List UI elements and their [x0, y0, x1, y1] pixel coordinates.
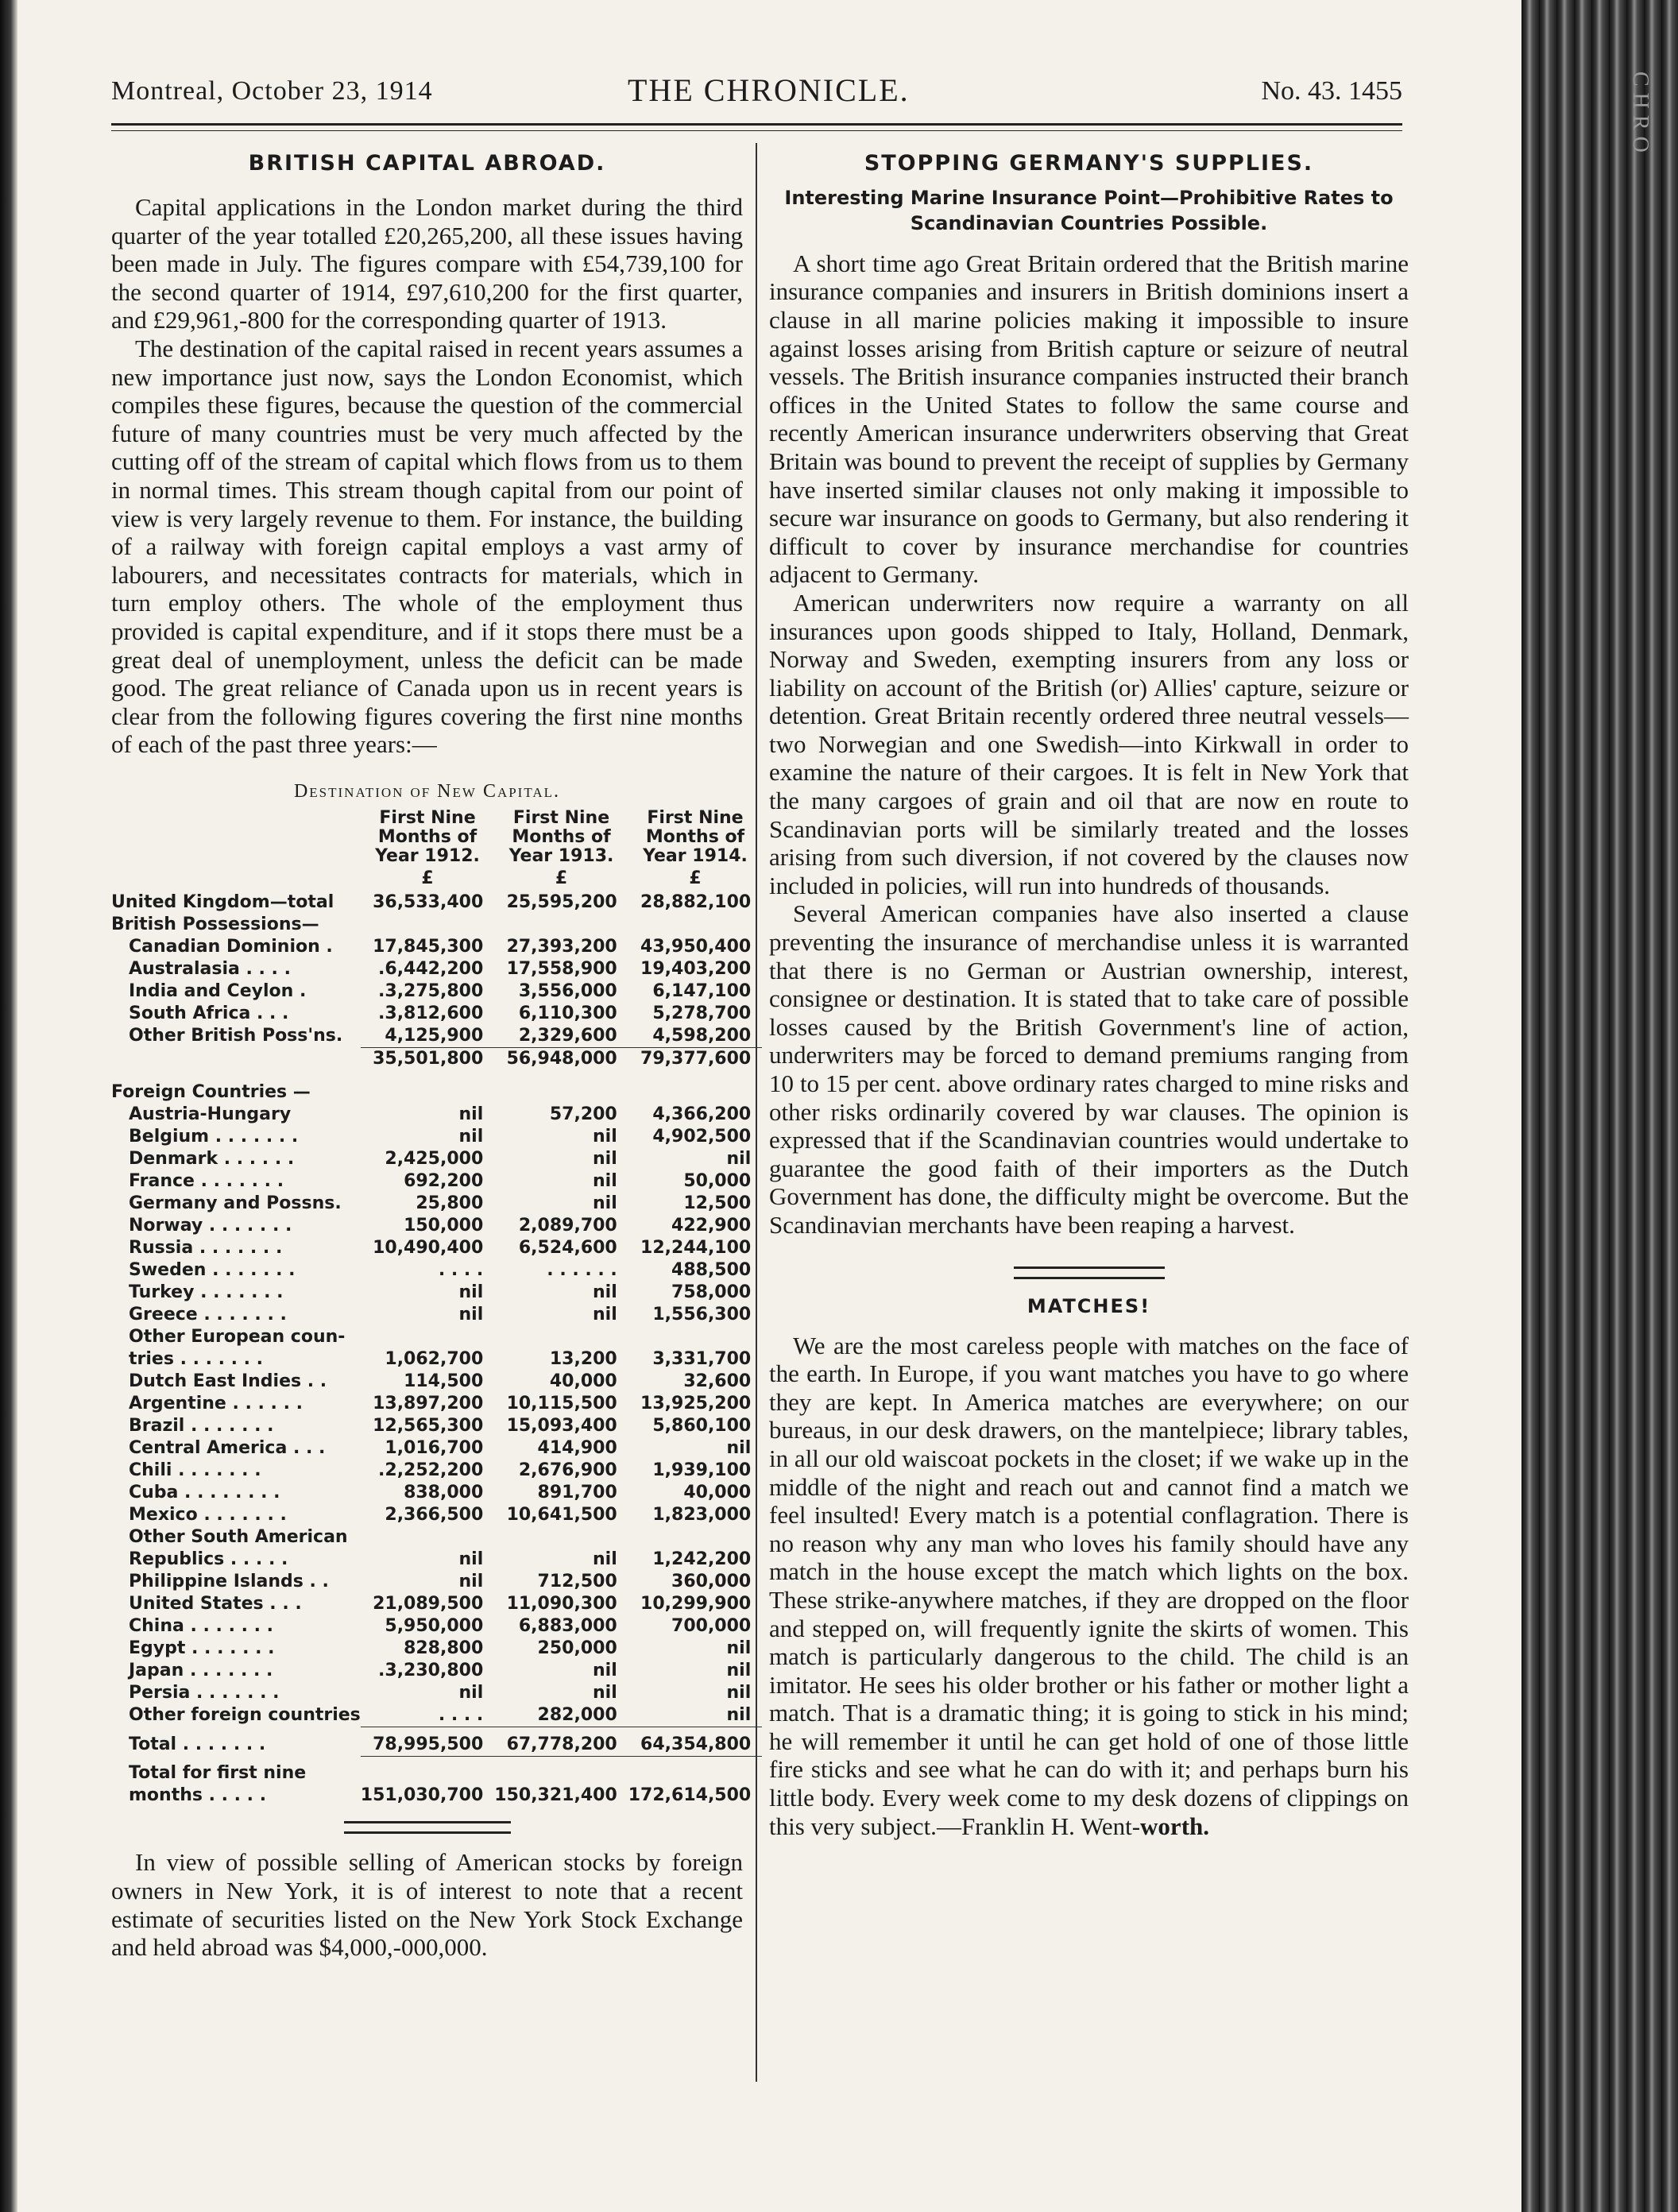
british-capital-headline: BRITISH CAPITAL ABROAD.: [248, 151, 606, 176]
matches-headline: MATCHES!: [1027, 1294, 1151, 1317]
row-value: 78,995,500: [361, 1727, 494, 1756]
row-value: 360,000: [671, 1571, 752, 1591]
row-value: nil: [726, 1704, 752, 1725]
row-value: [494, 1756, 628, 1785]
row-value: 25,800: [416, 1193, 484, 1213]
row-value: 27,393,200: [506, 936, 617, 957]
row-value: 172,614,500: [628, 1785, 752, 1806]
row-value: nil: [593, 1148, 617, 1169]
row-label: India and Ceylon .: [129, 980, 307, 1001]
table-row-british-total: [111, 1047, 762, 1070]
row-value: [361, 914, 494, 936]
row-value: .3,812,600: [378, 1003, 484, 1023]
row-value: 4,598,200: [652, 1025, 752, 1046]
row-label: Other South American: [129, 1526, 348, 1547]
table-row: [111, 1593, 762, 1615]
spine-lettering: CHRO: [1628, 72, 1653, 159]
row-value: nil: [726, 1148, 752, 1169]
row-value: 5,860,100: [652, 1415, 752, 1436]
row-value: nil: [593, 1304, 617, 1324]
row-value: nil: [593, 1682, 617, 1703]
table-currency-1912: £: [421, 868, 434, 888]
table-row: [111, 1682, 762, 1704]
header-place-date: Montreal, October 23, 1914: [111, 76, 433, 106]
table-currency-1913: £: [555, 868, 568, 888]
row-value: [361, 1756, 494, 1785]
row-label: Belgium . . . . . . .: [129, 1126, 299, 1147]
row-label: Australasia . . . .: [129, 958, 291, 979]
row-label: Cuba . . . . . . . .: [129, 1482, 280, 1502]
row-label: Brazil . . . . . . .: [129, 1415, 274, 1436]
row-value: 2,089,700: [518, 1215, 617, 1236]
row-value: [628, 1756, 762, 1785]
table-row: [111, 1638, 762, 1660]
row-value: 12,244,100: [640, 1237, 752, 1258]
capital-table: [111, 809, 762, 1808]
row-value: nil: [458, 1126, 484, 1147]
matches-text: We are the most careless people with matches on the face of the earth. In Europe, if you want matches you have to go where they are kept. In America matches are everywhere; on our bureaus, in our desk drawers, on the mantelpiece; library tables, in all our old waiscoat pockets in the closet; if we wake up in the middle of the night and reach out and cannot find a match we feel insulted! Every match is a potential conflagration. There is no reason why any man who loves his family should have any match in the house except the match which lights on the box. These strike-anywhere matches, if they are dropped on the floor and stepped on, will frequently ignite the skirts of women. This match is particularly dangerous to the child. The child is an imitator. He sees his older brother or his father or mother light a match. That is a dramatic thing; it is going to stick in his mind; he will remember it until he can get hold of one of those little fire sticks and see what he can do with it; and perhaps burn his little body. Every week come to my desk dozens of clippings on this very subject.: [769, 1331, 1409, 1840]
table-currency-blank: [111, 869, 361, 891]
row-value: 12,565,300: [373, 1415, 484, 1436]
row-label: Turkey . . . . . . .: [129, 1282, 284, 1302]
row-value: 2,329,600: [518, 1025, 617, 1046]
row-value: 282,000: [537, 1704, 617, 1725]
table-row: [111, 1104, 762, 1126]
row-value: 151,030,700: [360, 1785, 484, 1806]
row-value: 5,278,700: [652, 1003, 752, 1023]
table-row: [111, 1259, 762, 1282]
table-row: [111, 1237, 762, 1259]
row-value: 10,641,500: [506, 1504, 617, 1525]
row-value: 67,778,200: [494, 1727, 628, 1756]
row-value: 10,115,500: [506, 1393, 617, 1413]
row-label: Norway . . . . . . .: [129, 1215, 292, 1236]
table-currency-1914: £: [689, 868, 702, 888]
table-row: [111, 1304, 762, 1326]
row-value: 40,000: [683, 1482, 752, 1502]
table-row: [111, 958, 762, 980]
row-value: 10,490,400: [373, 1237, 484, 1258]
table-row: [111, 1615, 762, 1638]
matches-signature-end: worth.: [1140, 1812, 1210, 1840]
row-label: Other European coun-: [129, 1326, 346, 1347]
row-label: United States . . .: [129, 1593, 302, 1614]
row-value: 3,556,000: [518, 980, 617, 1001]
row-value: 891,700: [537, 1482, 617, 1502]
table-spacer: [111, 1070, 762, 1081]
row-value: [628, 1081, 762, 1104]
table-row-grand-total-label: [111, 1756, 762, 1785]
table-row: [111, 1504, 762, 1526]
row-value: 32,600: [683, 1371, 752, 1391]
row-value: 414,900: [537, 1437, 617, 1458]
table-row-uk: [111, 891, 762, 914]
row-value: 56,948,000: [494, 1047, 628, 1070]
row-label: Total for first nine: [129, 1763, 307, 1784]
row-value: 2,366,500: [385, 1504, 484, 1525]
row-label: Denmark . . . . . .: [129, 1148, 295, 1169]
table-row: [111, 1571, 762, 1593]
table-group-heading: [111, 1081, 762, 1104]
row-value: 64,354,800: [628, 1727, 762, 1756]
row-value: 4,125,900: [385, 1025, 484, 1046]
row-value: nil: [458, 1571, 484, 1591]
row-label: Foreign Countries —: [111, 1081, 311, 1102]
row-value: nil: [593, 1126, 617, 1147]
row-value: 4,902,500: [652, 1126, 752, 1147]
row-value: [628, 1526, 762, 1549]
row-value: 40,000: [549, 1371, 617, 1391]
row-value: 13,200: [549, 1348, 617, 1369]
british-capital-paragraph-2: The destination of the capital raised in recent years assumes a new importance just now, says the London Economist, which compiles these figures, because the question of the commercial future of many countries must be very much affected by the cutting off of the stream of capital which flows from us to them in normal times. This stream though capital from our point of view is very largely revenue to them. For instance, the building of a railway with foreign capital employs a vast army of labourers, and necessitates contracts for materials, which in turn employ others. The whole of the employment thus provided is capital expenditure, and if it stops there must be a great deal of unemployment, unless the deficit can be made good. The great reliance of Canada upon us in recent years is clear from the following figures covering the first nine months of each of the past three years:—: [111, 334, 743, 759]
row-value: .3,230,800: [378, 1660, 484, 1680]
row-label: tries . . . . . . .: [129, 1348, 264, 1369]
row-value: 838,000: [404, 1482, 484, 1502]
row-value: 19,403,200: [640, 958, 752, 979]
row-value: [494, 914, 628, 936]
row-label: Persia . . . . . . .: [129, 1682, 280, 1703]
page-left-shadow: [0, 0, 17, 2212]
row-value: nil: [726, 1437, 752, 1458]
row-value: nil: [458, 1682, 484, 1703]
row-value: nil: [458, 1104, 484, 1124]
row-value: [494, 1081, 628, 1104]
row-value: [628, 914, 762, 936]
row-value: nil: [726, 1638, 752, 1658]
row-label: Chili . . . . . . .: [129, 1460, 261, 1480]
row-value: nil: [593, 1170, 617, 1191]
table-row: [111, 1126, 762, 1148]
row-value: . . . . . .: [547, 1259, 617, 1280]
row-label: Greece . . . . . . .: [129, 1304, 287, 1324]
table-header-1912: First Nine Months of Year 1912.: [375, 807, 480, 866]
book-spine: [1521, 0, 1678, 2212]
row-value: .3,275,800: [378, 980, 484, 1001]
row-value: . . . .: [438, 1259, 484, 1280]
row-value: . . . .: [438, 1704, 484, 1725]
closing-paragraph: In view of possible selling of American stocks by foreign owners in New York, it is of interest to note that a recent estimate of securities listed on the New York Stock Exchange and held abroad was $4,000,-000,000.: [111, 1848, 743, 1962]
row-value: 17,558,900: [506, 958, 617, 979]
row-value: 828,800: [404, 1638, 484, 1658]
table-row: [111, 1170, 762, 1193]
row-value: 150,000: [404, 1215, 484, 1236]
table-row: [111, 1348, 762, 1371]
matches-signature-lead: —Franklin H. Went-: [936, 1812, 1141, 1840]
germany-headline: STOPPING GERMANY'S SUPPLIES.: [864, 151, 1314, 176]
row-label: Republics . . . . .: [129, 1549, 288, 1569]
header-rule: [111, 123, 1402, 131]
table-row: [111, 1003, 762, 1025]
row-value: 43,950,400: [640, 936, 752, 957]
table-row: [111, 1371, 762, 1393]
row-value: 1,016,700: [385, 1437, 484, 1458]
table-row: [111, 1393, 762, 1415]
section-ornament: [344, 1821, 511, 1834]
row-label: Total . . . . . . .: [129, 1734, 266, 1754]
row-value: 1,242,200: [652, 1549, 752, 1569]
row-value: [494, 1526, 628, 1549]
table-body: [111, 891, 762, 1808]
row-label: Other foreign countries: [129, 1705, 361, 1726]
row-value: 2,425,000: [385, 1148, 484, 1169]
row-value: nil: [458, 1282, 484, 1302]
row-value: 79,377,600: [628, 1047, 762, 1070]
row-label: France . . . . . . .: [129, 1170, 284, 1191]
row-value: 28,882,100: [640, 891, 752, 912]
row-label: Egypt . . . . . . .: [129, 1638, 275, 1658]
germany-paragraph-1: A short time ago Great Britain ordered that the British marine insurance companies and insurers in British dominions insert a clause in all marine policies making it impossible to insure against losses arising from British capture or seizure of neutral vessels. The British insurance companies instructed their branch offices in the United States to follow the same course and recently American insurance underwriters observing that Great Britain was bound to prevent the receipt of supplies by Germany have inserted similar clauses not only making it impossible to secure war insurance on goods to Germany, but also rendering it difficult to cover by insurance merchandise for countries adjacent to Germany.: [769, 249, 1409, 589]
row-label: Japan . . . . . . .: [129, 1660, 273, 1680]
row-value: 1,823,000: [652, 1504, 752, 1525]
row-value: 13,925,200: [640, 1393, 752, 1413]
row-value: nil: [593, 1282, 617, 1302]
germany-paragraph-3: Several American companies have also inserted a clause preventing the insurance of merchandise unless it is warranted that there is no German or Austrian ownership, interest, consignee or destination. It is stated that to take care of possible losses caused by the British Government's line of action, underwriters may be forced to demand premiums ranging from 10 to 15 per cent. above ordinary rates charged to mine risks and other risks ordinarily covered by war clauses. The opinion is expressed that if the Scandinavian countries would undertake to guarantee the good faith of their importers as the Dutch Government has done, the difficulty might be overcome. But the Scandinavian merchants have been reaping a harvest.: [769, 899, 1409, 1239]
table-header-1913: First Nine Months of Year 1913.: [508, 807, 614, 866]
row-value: nil: [458, 1549, 484, 1569]
row-value: nil: [458, 1304, 484, 1324]
table-row: [111, 1460, 762, 1482]
row-value: 4,366,200: [652, 1104, 752, 1124]
british-capital-paragraph-1: Capital applications in the London market during the third quarter of the year totalled £20,265,200, all these issues having been made in July. The figures compare with £54,739,100 for the second quarter of 1914, £97,610,200 for the first quarter, and £29,961,-800 for the corresponding quarter of 1913.: [111, 193, 743, 335]
row-value: [628, 1326, 762, 1348]
row-label: Central America . . .: [129, 1437, 326, 1458]
right-column: [769, 151, 1409, 1840]
row-label: Mexico . . . . . . .: [129, 1504, 287, 1525]
row-value: 35,501,800: [361, 1047, 494, 1070]
table-row: [111, 1415, 762, 1437]
row-value: 1,062,700: [385, 1348, 484, 1369]
table-row: [111, 1526, 762, 1549]
row-value: 1,939,100: [652, 1460, 752, 1480]
row-label: Sweden . . . . . . .: [129, 1259, 296, 1280]
row-value: 3,331,700: [652, 1348, 752, 1369]
row-value: 6,524,600: [518, 1237, 617, 1258]
table-group-heading: [111, 914, 762, 936]
row-value: 488,500: [671, 1259, 752, 1280]
row-label: Canadian Dominion .: [129, 936, 333, 957]
row-value: 15,093,400: [506, 1415, 617, 1436]
header-title: THE CHRONICLE.: [628, 72, 910, 108]
row-value: 50,000: [683, 1170, 752, 1191]
row-label: Argentine . . . . . .: [129, 1393, 303, 1413]
matches-paragraph: [769, 1332, 1409, 1841]
row-value: 712,500: [537, 1571, 617, 1591]
row-label: Austria-Hungary: [129, 1104, 292, 1124]
row-value: .6,442,200: [378, 958, 484, 979]
row-value: [361, 1326, 494, 1348]
row-value: [361, 1081, 494, 1104]
germany-paragraph-2: American underwriters now require a warranty on all insurances upon goods shipped to Italy, Holland, Denmark, Norway and Sweden, exempting insurers from any loss or liability on account of the British (or) Allies' capture, seizure or detention. Great Britain recently ordered three neutral vessels—two Norwegian and one Swedish—into Kirkwall in order to examine the nature of their cargoes. It is felt in New York that the many cargoes of grain and oil that are now en route to Scandinavian ports will be similarly treated and the losses arising from such diversion, if not covered by the clauses now included in policies, will run into hundreds of thousands.: [769, 588, 1409, 899]
row-value: nil: [593, 1193, 617, 1213]
table-row: [111, 936, 762, 958]
table-header-blank: [111, 809, 361, 869]
germany-subhead: Interesting Marine Insurance Point—Prohibitive Rates to Scandinavian Countries Possible.: [784, 187, 1394, 235]
table-row: [111, 1704, 762, 1727]
row-value: 13,897,200: [373, 1393, 484, 1413]
row-value: nil: [726, 1660, 752, 1680]
row-label: United Kingdom—total: [111, 891, 334, 912]
row-value: 250,000: [537, 1638, 617, 1658]
row-label: Russia . . . . . . .: [129, 1237, 283, 1258]
table-row: [111, 1025, 762, 1048]
row-value: 422,900: [671, 1215, 752, 1236]
row-value: 36,533,400: [373, 891, 484, 912]
row-value: [494, 1326, 628, 1348]
row-value: 11,090,300: [506, 1593, 617, 1614]
row-value: 6,883,000: [518, 1615, 617, 1636]
table-row: [111, 1282, 762, 1304]
row-value: 12,500: [683, 1193, 752, 1213]
table-row: [111, 1549, 762, 1571]
table-row: [111, 1215, 762, 1237]
table-row: [111, 1193, 762, 1215]
row-value: 57,200: [549, 1104, 617, 1124]
row-value: 692,200: [404, 1170, 484, 1191]
row-value: 6,110,300: [518, 1003, 617, 1023]
row-label: China . . . . . . .: [129, 1615, 273, 1636]
row-value: nil: [593, 1549, 617, 1569]
table-caption: Destination of New Capital.: [293, 780, 561, 802]
row-value: 6,147,100: [652, 980, 752, 1001]
row-value: 5,950,000: [385, 1615, 484, 1636]
row-value: 114,500: [404, 1371, 484, 1391]
row-value: 150,321,400: [494, 1785, 617, 1806]
table-header-1914: First Nine Months of Year 1914.: [643, 807, 748, 866]
header-issue-page: No. 43. 1455: [1261, 76, 1402, 106]
row-value: [361, 1526, 494, 1549]
row-value: 700,000: [671, 1615, 752, 1636]
row-value: 10,299,900: [640, 1593, 752, 1614]
table-row: [111, 1482, 762, 1504]
row-value: nil: [593, 1660, 617, 1680]
row-value: 21,089,500: [373, 1593, 484, 1614]
row-label: months . . . . .: [129, 1785, 267, 1806]
table-row: [111, 1660, 762, 1682]
table-row: [111, 980, 762, 1003]
row-label: British Possessions—: [111, 914, 319, 934]
row-label: [111, 1047, 361, 1070]
row-label: Dutch East Indies . .: [129, 1371, 327, 1391]
row-label: South Africa . . .: [129, 1003, 289, 1023]
running-header: [111, 72, 1402, 119]
row-value: 1,556,300: [652, 1304, 752, 1324]
row-value: 758,000: [671, 1282, 752, 1302]
row-label: Philippine Islands . .: [129, 1571, 329, 1591]
row-value: 25,595,200: [506, 891, 617, 912]
table-row: [111, 1326, 762, 1348]
row-label: Germany and Possns.: [129, 1193, 342, 1213]
row-value: nil: [726, 1682, 752, 1703]
row-value: 2,676,900: [518, 1460, 617, 1480]
table-row-grand-total: [111, 1785, 762, 1807]
section-ornament: [1014, 1266, 1165, 1279]
row-label: Other British Poss'ns.: [129, 1026, 343, 1046]
left-column: [111, 151, 752, 1962]
table-row: [111, 1437, 762, 1460]
row-value: 17,845,300: [373, 936, 484, 957]
table-row: [111, 1148, 762, 1170]
table-row-foreign-total: [111, 1727, 762, 1756]
row-value: .2,252,200: [378, 1460, 484, 1480]
